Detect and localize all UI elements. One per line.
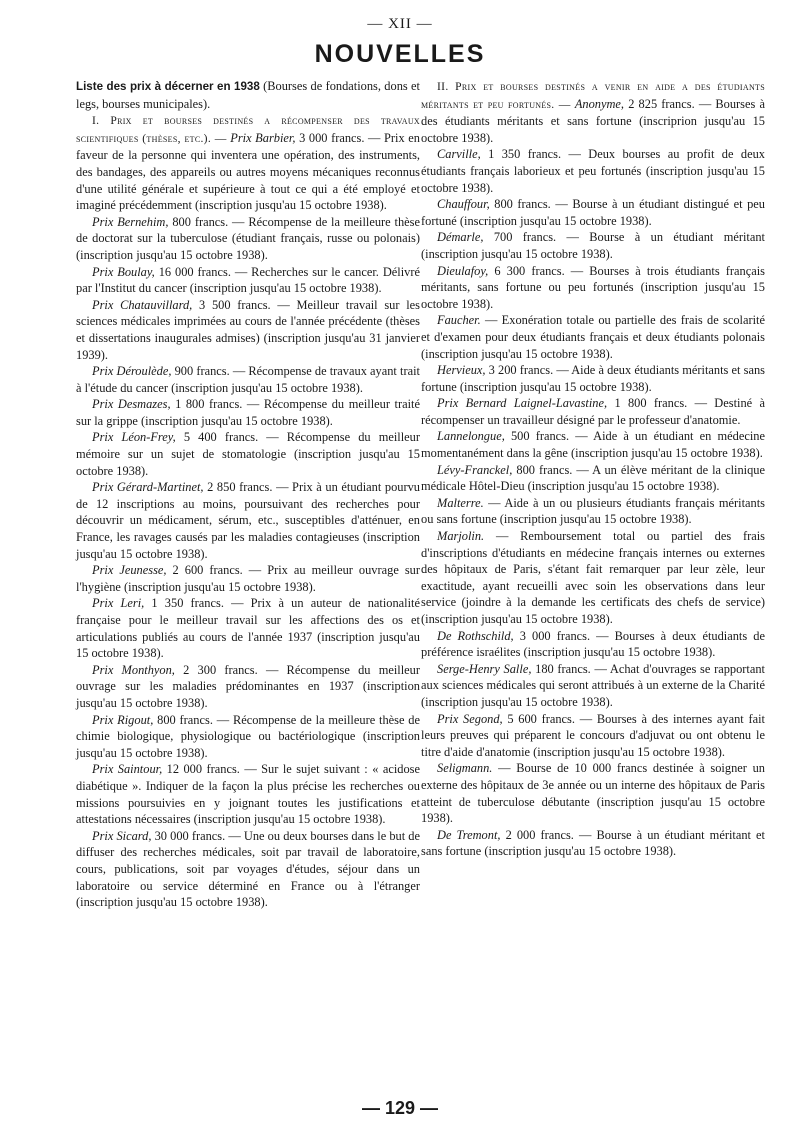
entry-name: Hervieux, [437, 363, 486, 378]
prize-entry [76, 264, 420, 297]
entry-name: Carville, [437, 147, 481, 162]
bourse-entry [421, 146, 765, 196]
entry-text: 1 800 francs. — Destiné à récompenser un travailleur désigné par le professeur d'anatomie. [421, 396, 765, 427]
entry-text: 3 200 francs. — Aide à deux étudiants méritants et sans fortune (inscription jusqu'au 15 octobre 1938). [421, 363, 765, 394]
entry-name: Démarle, [437, 230, 484, 245]
bourse-entry [421, 462, 765, 495]
entry-text: 2 850 francs. — Prix à un étudiant pourvu de 12 inscriptions au moins, poursuivant des recherches pour découvrir un médicament, sérum, etc., susceptibles d'atténuer, en France, les ravages causés par les maladies contagieuses (inscription jusqu'au 15 octobre 1938). [76, 480, 420, 561]
entry-name: Prix Gérard-Martinet, [92, 480, 204, 495]
entry-text: 2 300 francs. — Récompense du meilleur ouvrage sur les maladies prédominantes en 1937 (inscription jusqu'au 15 octobre 1938). [76, 662, 420, 710]
entry-name: Prix Bernehim, [92, 214, 169, 229]
entry-text: 800 francs. — Récompense de la meilleure thèse de doctorat sur la tuberculose (étudiant français, russe ou polonais) (inscription jusqu'au 15 octobre 1938). [76, 214, 420, 262]
entry-text: 12 000 francs. — Sur le sujet suivant : « acidose diabétique ». Indiquer de la façon la plus précise les recherches ou missions poursuivies en y joignant toutes les justifications et attestations nécessaires (inscription jusqu'au 15 octobre 1938). [76, 762, 420, 827]
entry-text: 800 francs. — Récompense de la meilleure thèse de chimie biologique, physiologique ou bactériologique (inscription jusqu'au 15 octobre 1938). [76, 712, 421, 760]
entry-name: Faucher. [437, 313, 481, 328]
entry-text: — Exonération totale ou partielle des frais de scolarité et d'examen pour deux étudiants français et deux étudiants polonais (inscription jusqu'au 15 octobre 1938). [421, 313, 765, 361]
left-column [76, 78, 420, 911]
bourse-entry [421, 362, 765, 395]
entry-name: Prix Barbier, [230, 130, 296, 145]
entry-name: Prix Sicard, [92, 828, 152, 843]
intro-heading: Liste des prix à décerner en 1938 [76, 80, 260, 93]
bourse-entry [421, 827, 765, 860]
entry-text: 700 francs. — Bourse à un étudiant méritant (inscription jusqu'au 15 octobre 1938). [421, 230, 765, 261]
entry-name: Prix Bernard Laignel-Lavastine, [437, 396, 608, 411]
entry-text: 1 350 francs. — Prix à un auteur de nationalité française pour le meilleur travail sur les affections des os et articulations publiés au cours de l'année 1937 (inscription jusqu'au 15 octobre 1938). [76, 596, 421, 661]
page-number: — 129 — [361, 1098, 439, 1118]
entry-text: 500 francs. — Aide à un étudiant en médecine momentanément dans la gêne (inscription jusqu'au 15 octobre 1938). [421, 429, 765, 461]
bourse-entry [421, 196, 765, 229]
entry-name: Dieulafoy, [437, 263, 489, 278]
prize-entry [76, 297, 420, 363]
page-title: NOUVELLES [314, 40, 486, 68]
prize-entry [76, 712, 420, 762]
entry-name: Prix Déroulède, [92, 364, 172, 379]
bourse-entry [421, 628, 765, 661]
bourse-entry [421, 395, 765, 428]
entry-name: Prix Chatauvillard, [92, 297, 193, 312]
prize-entry [76, 429, 420, 479]
section-2-title: II. Prix et bourses destinés a venir en aide a des étudiants méritants et peu fortunés. — [421, 80, 765, 111]
entry-name: Prix Monthyon, [92, 662, 175, 677]
entry-text: 800 francs. — Bourse à un étudiant distingué et peu fortuné (inscription jusqu'au 15 octobre 1938). [421, 197, 765, 228]
bourse-entry [421, 528, 765, 628]
prize-entry [76, 479, 420, 562]
bourse-entry [421, 428, 765, 461]
bourse-entry [421, 711, 765, 761]
entry-name: Lévy-Franckel, [437, 462, 513, 477]
entry-name: Marjolin. [437, 529, 485, 544]
entry-name: Prix Rigout, [92, 712, 154, 727]
bourse-entry [421, 229, 765, 262]
section-1-heading [76, 112, 420, 214]
entry-name: Prix Desmazes, [92, 397, 171, 412]
prize-entry [76, 562, 420, 595]
bourse-entry [421, 263, 765, 313]
prize-entry [76, 363, 420, 396]
entry-name: De Rothschild, [437, 628, 514, 643]
entry-text: 180 francs. — Achat d'ouvrages se rapportant aux sciences médicales qui seront attribués à un externe de la Charité (inscription jusqu'au 15 octobre 1938). [421, 661, 765, 709]
entry-name: Serge-Henry Salle, [437, 661, 532, 676]
entry-text: — Aide à un ou plusieurs étudiants français méritants ou sans fortune (inscription jusqu'au 15 octobre 1938). [421, 495, 765, 527]
entry-text: 1 350 francs. — Deux bourses au profit de deux étudiants français laborieux et peu fortunés (inscription jusqu'au 15 octobre 1938). [421, 147, 765, 195]
entry-name: Chauffour, [437, 197, 490, 212]
entry-name: Prix Boulay, [92, 264, 155, 279]
entry-name: Anonyme, [574, 96, 625, 111]
intro-paragraph [76, 78, 420, 112]
entry-text: 2 600 francs. — Prix au meilleur ouvrage sur l'hygiène (inscription jusqu'au 15 octobre 1938). [76, 563, 420, 594]
entry-text: 3 500 francs. — Meilleur travail sur les sciences médicales imprimées au cours de l'année précédente (thèses et dissertations inaugurales admises) (inscription jusqu'au 31 janvier 1939). [76, 297, 420, 362]
prize-entry [76, 662, 420, 712]
bourse-entry [421, 661, 765, 711]
entry-text: 1 800 francs. — Récompense du meilleur traité sur la grippe (inscription jusqu'au 15 octobre 1938). [76, 397, 420, 428]
entry-text: 6 300 francs. — Bourses à trois étudiants français méritants, sans fortune ou peu fortunés (inscription jusqu'au 15 octobre 1938). [421, 263, 765, 311]
entry-name: Prix Léon-Frey, [92, 430, 176, 445]
bourse-entry [421, 312, 765, 362]
entry-name: Malterre. [437, 495, 484, 510]
entry-name: Prix Leri, [92, 596, 145, 611]
entry-name: Seligmann. [437, 761, 493, 776]
prize-entry [76, 396, 420, 429]
prize-entry [76, 214, 420, 264]
entry-text: 3 000 francs. — Bourses à deux étudiants de préférence israélites (inscription jusqu'au 15 octobre 1938). [421, 628, 765, 660]
entry-name: Lannelongue, [437, 429, 505, 444]
entry-text: 16 000 francs. — Recherches sur le cancer. Délivré par l'Institut du cancer (inscription jusqu'au 15 octobre 1938). [76, 264, 420, 296]
entry-text: 5 400 francs. — Récompense du meilleur mémoire sur un sujet de stomatologie (inscription jusqu'au 15 octobre 1938). [76, 430, 420, 478]
entry-text: — Bourse de 10 000 francs destinée à soigner un externe des hôpitaux de 3e année ou un interne des hôpitaux de Paris atteint de tuberculose débutante (inscription jusqu'au 15 octobre 1938). [421, 761, 765, 826]
section-1-title: I. Prix et bourses destinés a récompenser des travaux scientifiques (thèses, etc.). — [76, 114, 420, 145]
entry-text: 800 francs. — A un élève méritant de la clinique médicale Hôtel-Dieu (inscription jusqu'au 15 octobre 1938). [421, 462, 765, 494]
entry-name: Prix Segond, [437, 711, 503, 726]
entry-text: 30 000 francs. — Une ou deux bourses dans le but de diffuser des recherches médicales, soit par travail de laboratoire, cours, publications, soit par voyages d'études, séjour dans un laboratoire ou service déterminé en France ou à l'étranger (inscription jusqu'au 15 octobre 1938). [76, 828, 421, 910]
section-2-heading [421, 78, 765, 146]
entry-text: 3 000 francs. — Prix en faveur de la personne qui inventera une opération, des instruments, des bandages, des appareils ou autres moyens mécaniques reconnus d'une utilité générale et supérieure à tout ce qui a été employé et imaginé précédemment (inscription jusqu'au 15 octobre 1938). [76, 130, 420, 213]
entry-name: Prix Jeunesse, [92, 563, 167, 578]
intro-text: (Bourses de fondations, dons et legs, bourses municipales). [76, 79, 420, 111]
entry-name: Prix Saintour, [92, 762, 163, 777]
bourse-entry [421, 760, 765, 826]
entry-text: 2 000 francs. — Bourse à un étudiant méritant et sans fortune (inscription jusqu'au 15 octobre 1938). [421, 827, 765, 859]
entry-text: 5 600 francs. — Bourses à des internes ayant fait leurs preuves qui préparent le concours d'adjuvat ou ont obtenu le titre d'aide d'anatomie (inscription jusqu'au 15 octobre 1938). [421, 711, 765, 759]
entry-text: 2 825 francs. — Bourses à des étudiants méritants et sans fortune (inscriprion jusqu'au 15 octobre 1938). [421, 96, 765, 145]
entry-text: — Remboursement total ou partiel des frais d'inscriptions d'étudiants en médecine français internes ou externes des hôpitaux de Paris, s'étant fait remarquer par leur zèle, leur exactitude, ayant recueilli avec soin les observations dans leur service (joindre à la demande les certificats des chefs de service) (inscription jusqu'au 15 octobre 1938). [421, 529, 765, 626]
entry-name: De Tremont, [437, 827, 501, 842]
prize-entry [76, 828, 420, 911]
bourse-entry [421, 495, 765, 528]
entry-text: 900 francs. — Récompense de travaux ayant trait à l'étude du cancer (inscription jusqu'au 15 octobre 1938). [76, 364, 420, 395]
prize-entry [76, 761, 420, 827]
roman-page-number: — XII — [367, 16, 433, 32]
right-column [421, 78, 765, 860]
prize-entry [76, 595, 420, 661]
